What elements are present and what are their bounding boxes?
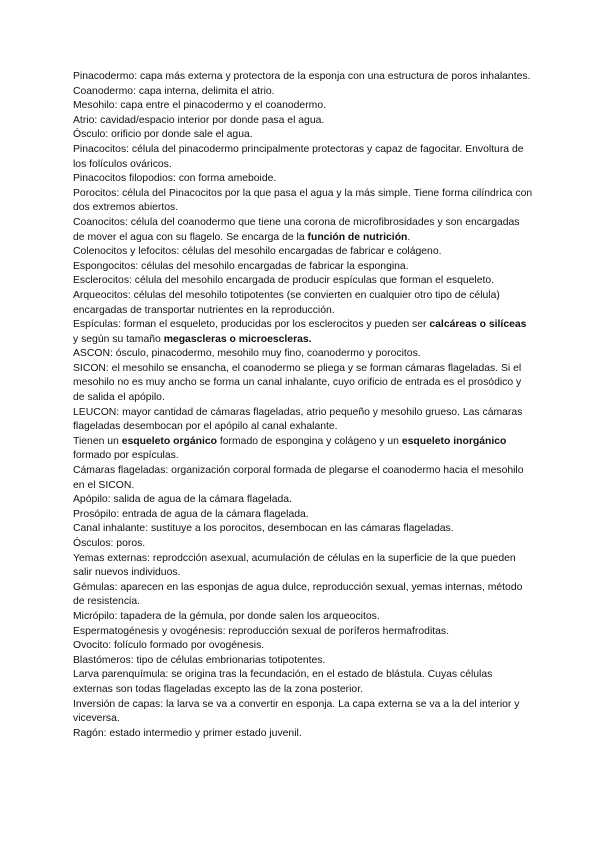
text-run: Yemas externas: reprodcción asexual, acumulación de células en la superficie de la que pueden salir nuevos individuos. [73, 552, 516, 579]
paragraph [73, 625, 533, 640]
paragraph [73, 639, 533, 654]
paragraph [73, 508, 533, 523]
paragraph [73, 85, 533, 100]
paragraph [73, 552, 533, 581]
bold-text: megascleras o microescleras. [163, 333, 312, 345]
text-run: Inversión de capas: la larva se va a convertir en esponja. La capa externa se va a la del interior y viceversa. [73, 698, 520, 725]
paragraph [73, 216, 533, 245]
text-run: Gémulas: aparecen en las esponjas de agua dulce, reproducción sexual, yemas internas, método de resistencia. [73, 581, 523, 608]
paragraph [73, 522, 533, 537]
text-run: Micrópilo: tapadera de la gémula, por donde salen los arqueocitos. [73, 610, 380, 622]
paragraph [73, 128, 533, 143]
text-run: Esclerocitos: célula del mesohilo encargada de producir espículas que forman el esqueleto. [73, 275, 495, 287]
paragraph [73, 493, 533, 508]
paragraph [73, 289, 533, 318]
text-run: formado de espongina y colágeno y un [217, 435, 402, 447]
paragraph [73, 245, 533, 260]
paragraph [73, 187, 533, 216]
text-run: Tienen un [73, 435, 122, 447]
text-run: Atrio: cavidad/espacio interior por donde pasa el agua. [73, 114, 325, 126]
paragraph [73, 318, 533, 347]
paragraph [73, 347, 533, 362]
text-run: Porocitos: célula del Pinacocitos por la que pasa el agua y la más simple. Tiene forma cilíndrica con dos extremos abiertos. [73, 187, 533, 214]
text-run: Apópilo: salida de agua de la cámara flagelada. [73, 494, 292, 506]
paragraph [73, 435, 533, 464]
paragraph [73, 70, 533, 85]
paragraph [73, 260, 533, 275]
bold-text: esqueleto inorgánico [401, 435, 507, 447]
text-run: Espículas: forman el esqueleto, producidas por los esclerocitos y pueden ser [73, 319, 430, 331]
text-run: ASCON: ósculo, pinacodermo, mesohilo muy fino, coanodermo y porocitos. [73, 348, 421, 360]
text-run: Ósculos: poros. [73, 538, 146, 549]
document-body [73, 70, 533, 741]
paragraph [73, 406, 533, 435]
text-run: Mesohilo: capa entre el pinacodermo y el coanodermo. [73, 100, 326, 112]
text-run: Larva parenquímula: se origina tras la fecundación, en el estado de blástula. Cuyas células externas son todas flageladas excepto las de la zona posterior. [73, 669, 493, 695]
text-run: Espongocitos: células del mesohilo encargadas de fabricar la espongina. [73, 260, 409, 272]
paragraph [73, 610, 533, 625]
text-run: y según su tamaño [73, 333, 164, 345]
text-run: . [407, 231, 411, 243]
bold-text: función de nutrición [307, 231, 408, 243]
text-run: Coanocitos: célula del coanodermo que tiene una corona de microfibrosidades y son encargadas de mover el agua con su flagelo. Se encarga de la [73, 216, 520, 243]
bold-text: esqueleto orgánico [121, 435, 217, 447]
text-run: Arqueocitos: células del mesohilo totipotentes (se convierten en cualquier otro tipo de célula) encargadas de transportar nutrientes en la reproducción. [73, 289, 500, 316]
text-run: Pinacocitos filopodios: con forma ameboide. [73, 173, 277, 185]
text-run: Ragón: estado intermedio y primer estado juvenil. [73, 727, 302, 739]
paragraph [73, 172, 533, 187]
bold-text: calcáreas o silíceas [429, 319, 527, 331]
paragraph [73, 727, 533, 742]
paragraph [73, 99, 533, 114]
text-run: LEUCON: mayor cantidad de cámaras flageladas, atrio pequeño y mesohilo grueso. Las cámaras flageladas desembocan por el apópilo al canal exhalante. [73, 406, 523, 433]
paragraph [73, 362, 533, 406]
paragraph [73, 537, 533, 552]
paragraph [73, 698, 533, 727]
text-run: Pinacocitos: célula del pinacodermo principalmente protectoras y capaz de fagocitar. Envoltura de los folículos ováricos. [73, 143, 524, 170]
paragraph [73, 274, 533, 289]
paragraph [73, 143, 533, 172]
text-run: SICON: el mesohilo se ensancha, el coanodermo se pliega y se forman cámaras flageladas. Si el mesohilo no es muy ancho se forma un canal inhalante, cuyo orificio de entrada es el prosódico y de salida el apópilo. [73, 362, 522, 404]
text-run: Ovocito: folículo formado por ovogénesis. [73, 640, 265, 652]
paragraph [73, 114, 533, 129]
text-run: Colenocitos y lefocitos: células del mesohilo encargadas de fabricar e colágeno. [73, 246, 442, 258]
text-run: formado por espículas. [73, 450, 179, 462]
text-run: Pinacodermo: capa más externa y protectora de la esponja con una estructura de poros inhalantes. [73, 71, 531, 82]
paragraph [73, 464, 533, 493]
paragraph [73, 668, 533, 697]
text-run: Ósculo: orificio por donde sale el agua. [73, 129, 253, 141]
text-run: Cámaras flageladas: organización corporal formada de plegarse el coanodermo hacia el mesohilo en el SICON. [73, 465, 524, 491]
text-run: Blastómeros: tipo de células embrionarias totipotentes. [73, 654, 326, 666]
paragraph [73, 654, 533, 669]
text-run: Prosópilo: entrada de agua de la cámara flagelada. [73, 508, 309, 520]
text-run: Canal inhalante: sustituye a los porocitos, desembocan en las cámaras flageladas. [73, 523, 454, 535]
text-run: Coanodermo: capa interna, delimita el atrio. [73, 85, 275, 97]
text-run: Espermatogénesis y ovogénesis: reproducción sexual de poríferos hermafroditas. [73, 625, 449, 637]
paragraph [73, 581, 533, 610]
